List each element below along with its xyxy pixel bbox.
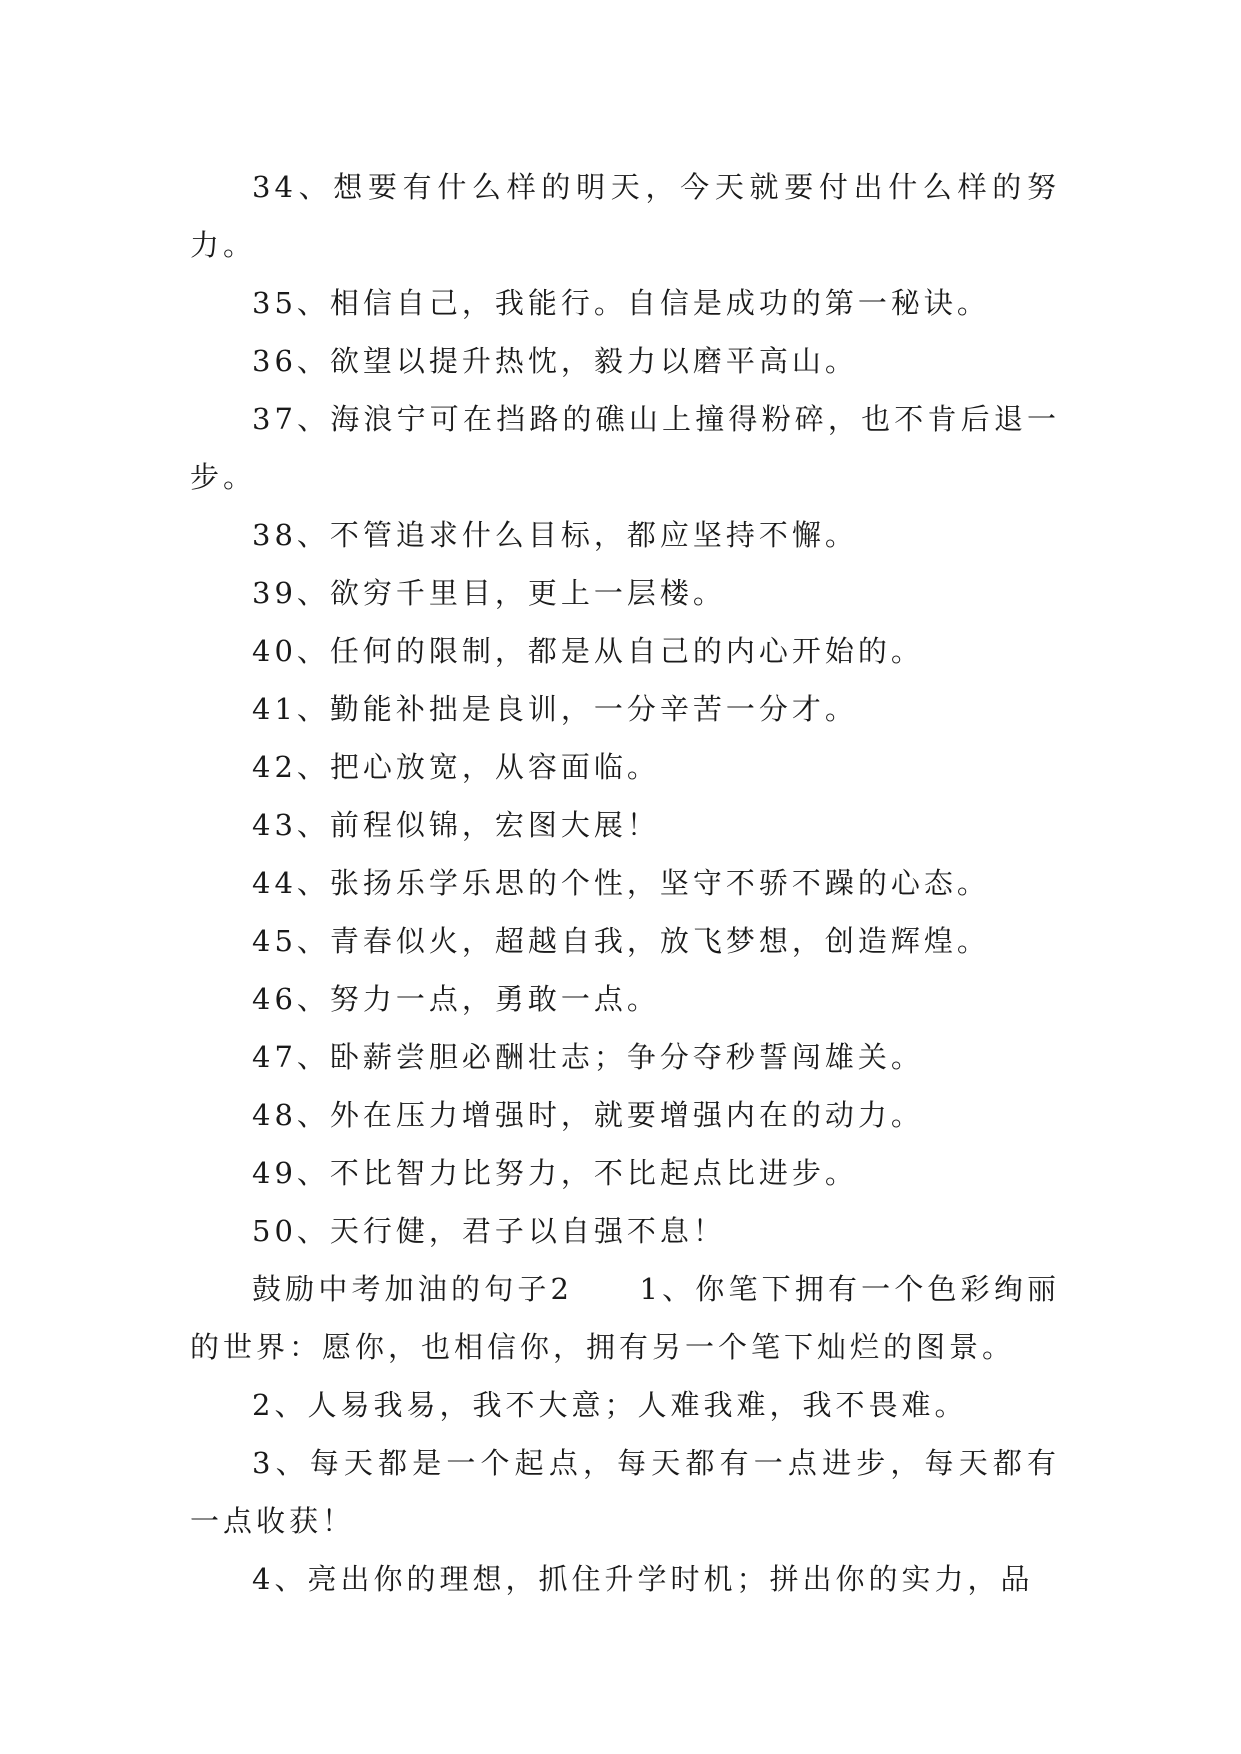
paragraph: 47、卧薪尝胆必酬壮志；争分夺秒誓闯雄关。 [252,1040,924,1074]
paragraph: 36、欲望以提升热忱，毅力以磨平高山。 [252,344,858,378]
paragraph: 40、任何的限制，都是从自己的内心开始的。 [252,634,924,668]
paragraph: 42、把心放宽，从容面临。 [252,750,660,784]
paragraph: 34、想要有什么样的明天，今天就要付出什么样的努力。 [190,170,1060,262]
paragraph: 4、亮出你的理想，抓住升学时机；拼出你的实力，品 [252,1562,1034,1596]
paragraph: 41、勤能补拙是良训，一分辛苦一分才。 [252,692,858,726]
paragraph: 46、努力一点，勇敢一点。 [252,982,660,1016]
section-heading-paragraph: 鼓励中考加油的句子2 1、你笔下拥有一个色彩绚丽的世界：愿你，也相信你，拥有另一个笔下灿烂的图景。 [190,1272,1060,1364]
paragraph: 2、人易我易，我不大意；人难我难，我不畏难。 [252,1388,968,1422]
paragraph: 45、青春似火，超越自我，放飞梦想，创造辉煌。 [252,924,990,958]
paragraph: 44、张扬乐学乐思的个性，坚守不骄不躁的心态。 [252,866,990,900]
paragraph: 38、不管追求什么目标，都应坚持不懈。 [252,518,858,552]
document-body [190,158,1060,1608]
paragraph: 39、欲穷千里目，更上一层楼。 [252,576,726,610]
paragraph: 48、外在压力增强时，就要增强内在的动力。 [252,1098,924,1132]
paragraph: 3、每天都是一个起点，每天都有一点进步，每天都有一点收获！ [190,1446,1060,1538]
paragraph: 37、海浪宁可在挡路的礁山上撞得粉碎，也不肯后退一步。 [190,402,1060,494]
paragraph: 50、天行健，君子以自强不息！ [252,1214,726,1248]
paragraph: 35、相信自己，我能行。自信是成功的第一秘诀。 [252,286,990,320]
paragraph: 49、不比智力比努力，不比起点比进步。 [252,1156,858,1190]
paragraph: 43、前程似锦，宏图大展！ [252,808,660,842]
